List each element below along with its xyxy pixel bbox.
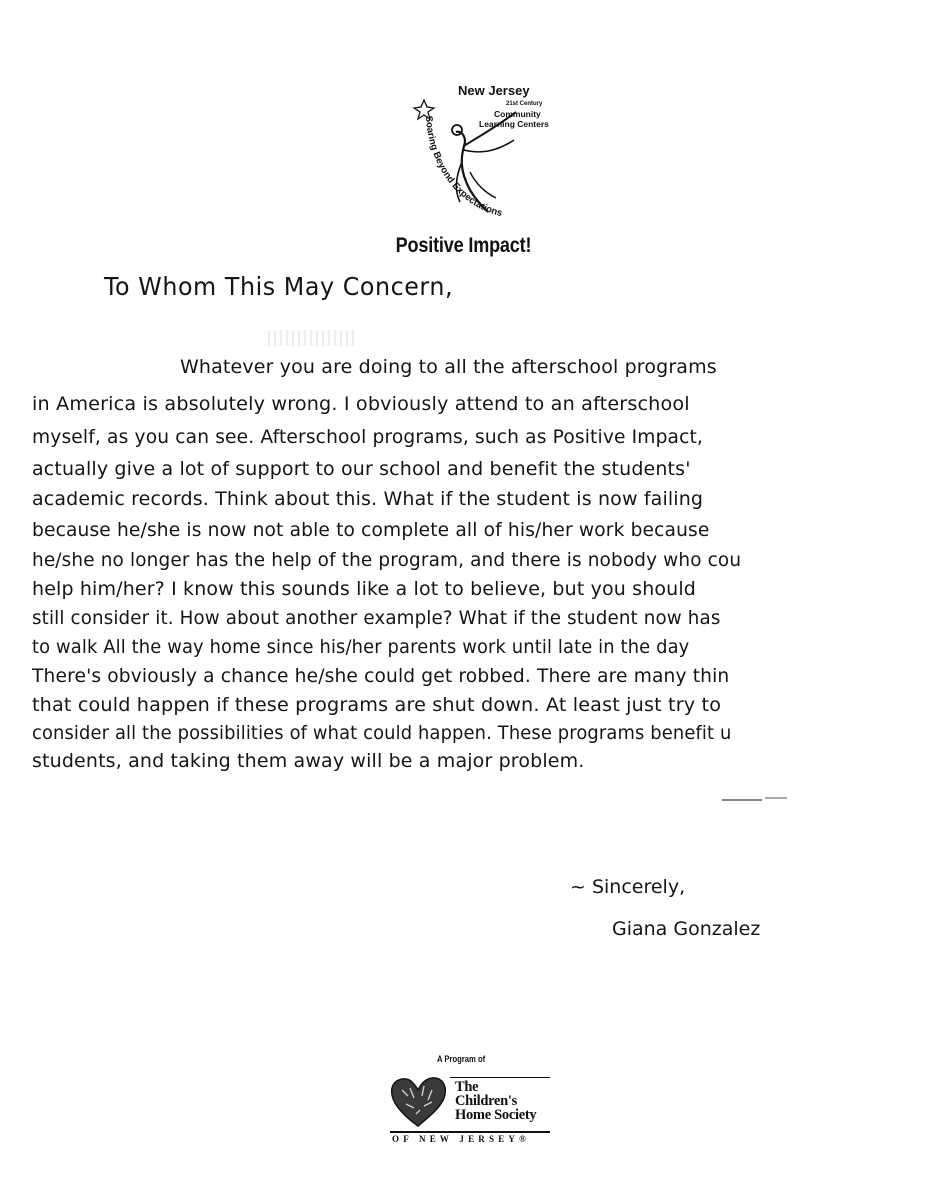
- footer-divider: [450, 1077, 550, 1078]
- letter-line: to walk All the way home since his/her parents work until late in the day: [32, 636, 690, 658]
- logo-title: New Jersey: [458, 83, 530, 98]
- letter-line: consider all the possibilities of what could happen. These programs benefit u: [32, 722, 732, 744]
- scan-mark: [765, 797, 787, 799]
- heart-icon: [388, 1074, 448, 1130]
- salutation: To Whom This May Concern,: [104, 272, 454, 301]
- letter-line: There's obviously a chance he/she could get robbed. There are many thin: [32, 665, 730, 687]
- letter-line: because he/she is now not able to complete all of his/her work because: [32, 519, 710, 541]
- scan-smudge: [268, 330, 358, 346]
- logo-tagline: Soaring Beyond Expectations: [422, 115, 504, 220]
- logo-line-1: 21st Century: [506, 101, 543, 107]
- logo-line-2: Community: [494, 109, 541, 119]
- footer-rule: [390, 1131, 550, 1133]
- org-state: OF NEW JERSEY®: [392, 1134, 531, 1144]
- logo-line-3: Learning Centers: [479, 119, 549, 129]
- letter-line: still consider it. How about another example? What if the student now has: [32, 607, 721, 629]
- letter-line: myself, as you can see. Afterschool programs, such as Positive Impact,: [32, 426, 704, 448]
- letter-line: that could happen if these programs are shut down. At least just try to: [32, 694, 722, 716]
- letter-line: in America is absolutely wrong. I obviously attend to an afterschool: [32, 393, 690, 415]
- letter-line: he/she no longer has the help of the program, and there is nobody who cou: [32, 549, 742, 571]
- letter-line: academic records. Think about this. What if the student is now failing: [32, 488, 704, 510]
- letter-line: actually give a lot of support to our school and benefit the students': [32, 458, 691, 480]
- footer-intro: A Program of: [437, 1054, 486, 1064]
- scan-mark: [722, 799, 762, 801]
- org-name: [455, 1080, 536, 1122]
- letter-line: Whatever you are doing to all the afterschool programs: [180, 356, 717, 378]
- nj-21cclc-logo: [410, 72, 570, 232]
- org-name-line: Home Society: [455, 1107, 537, 1123]
- program-name: Positive Impact!: [395, 234, 532, 257]
- signature: Giana Gonzalez: [612, 918, 761, 940]
- letter-line: help him/her? I know this sounds like a lot to believe, but you should: [32, 578, 697, 600]
- closing: ~ Sincerely,: [570, 876, 686, 898]
- letter-line: students, and taking them away will be a major problem.: [32, 750, 585, 772]
- org-name-line: The: [455, 1079, 479, 1095]
- org-name-line: Children's: [455, 1093, 518, 1109]
